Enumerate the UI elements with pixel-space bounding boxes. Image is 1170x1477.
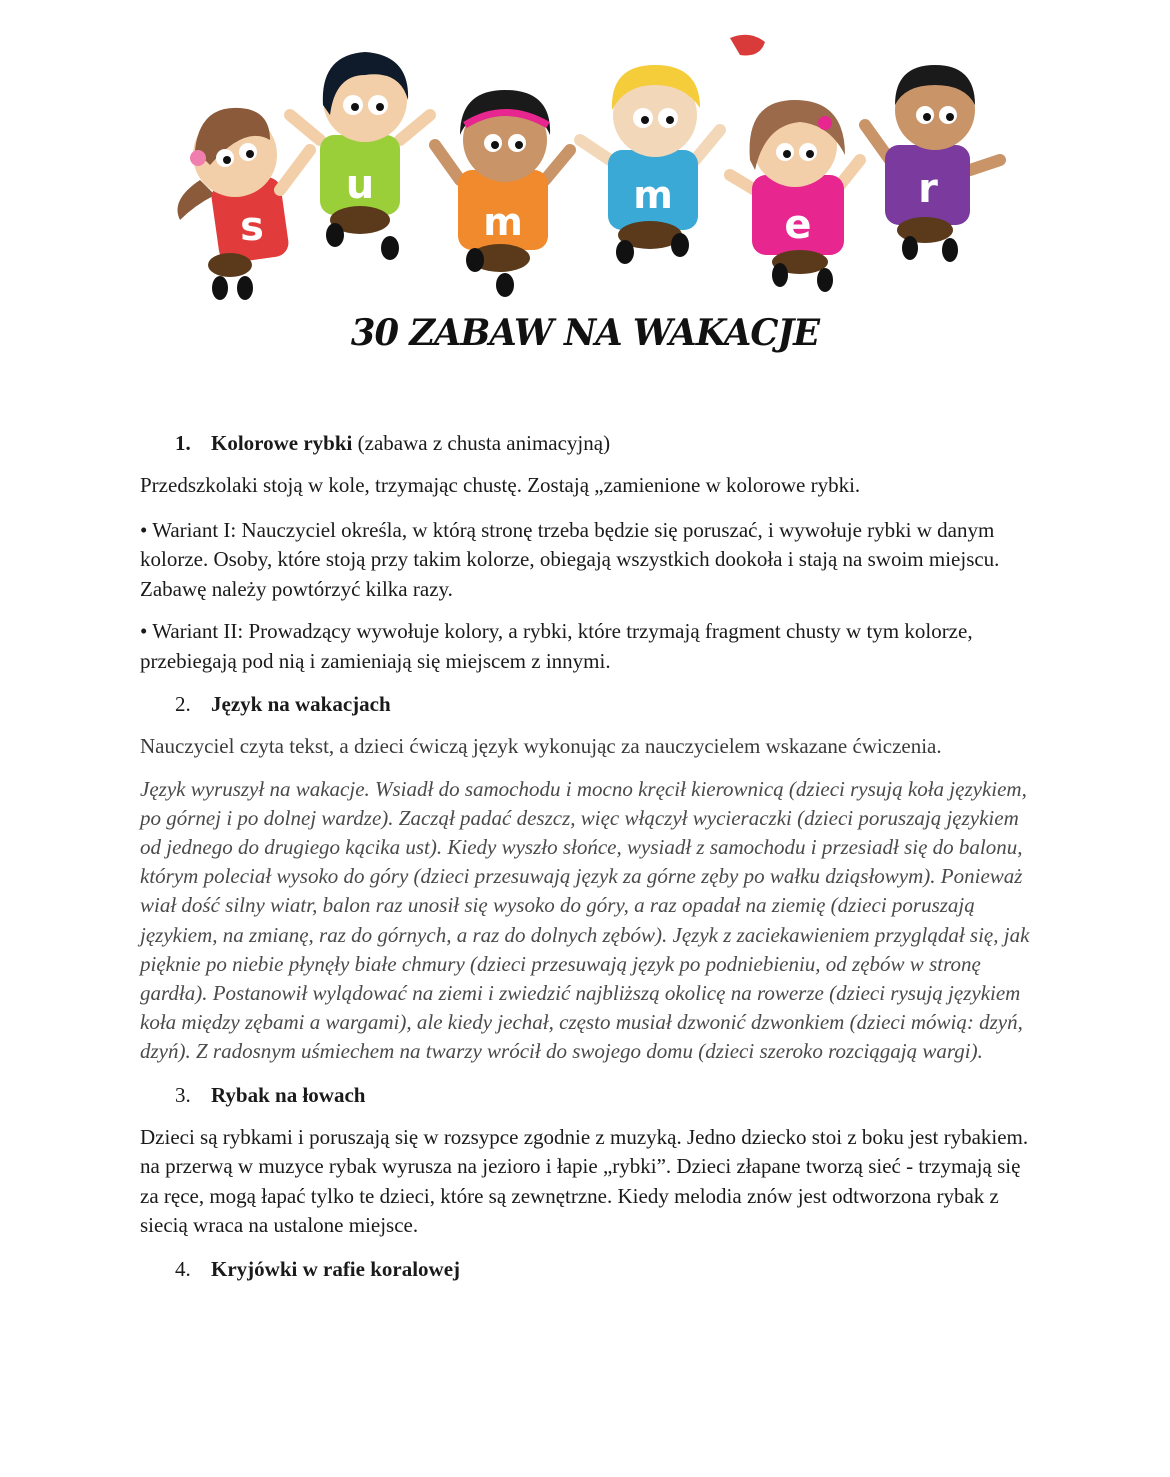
section-heading-1 <box>140 428 1040 458</box>
section-title: Kryjówki w rafie koralowej <box>211 1256 461 1281</box>
paragraph-variant-2: • Wariant II: Prowadzący wywołuje kolory, a rybki, które trzymają fragment chusty w tym kolorze, przebiegają pod nią i zamieniają się miejscem z innymi. <box>140 619 973 673</box>
section-subtitle: (zabawa z chusta animacyjną) <box>352 431 611 455</box>
section-title: Kolorowe rybki <box>211 431 353 455</box>
story-paragraph: Język wyruszył na wakacje. Wsiadł do samochodu i mocno kręcił kierownicą (dzieci rysują koła językiem, po górnej i po dolnej wardze). Zaczął padać deszcz, więc włączył wycieraczki (dzieci poruszają językiem od jednego do drugiego kącika ust). Kiedy wyszło słońce, wysiadł z samochodu i przesiadł się do balonu, którym poleciał wysoko do góry (dzieci przesuwają język za górne zęby po wałku dziąsłowym). Ponieważ wiał dość silny wiatr, balon raz unosił się wysoko do góry, a raz opadał na ziemię (dzieci poruszają językiem, na zmianę, raz do górnych, a raz do dolnych zębów). Język z zaciekawieniem przyglądał się, jak pięknie po niebie płynęły białe chmury (dzieci przesuwają język po podniebieniu, od zębów w stronę gardła). Postanowił wylądować na ziemi i zwiedzić najbliższą okolicę na rowerze (dzieci rysują językiem koła między zębami a wargami), ale kiedy jechał, często musiał dzwonić dzwonkiem (dzieci mówią: dzyń, dzyń). Z radosnym uśmiechem na twarzy wrócił do swojego domu (dzieci szeroko rozciągają wargi). <box>140 776 1030 1064</box>
section-title: Język na wakacjach <box>211 692 391 716</box>
shirt-letter: m <box>633 173 673 217</box>
section-number: 4. <box>175 1256 191 1281</box>
shirt-letter: r <box>918 166 938 212</box>
section-heading-3 <box>140 1080 1040 1110</box>
section-number: 3. <box>175 1082 191 1107</box>
paragraph: Przedszkolaki stoją w kole, trzymając chustę. Zostają „zamienione w kolorowe rybki. <box>140 473 861 497</box>
document-body <box>140 428 1040 1284</box>
shirt-letter: s <box>240 204 264 250</box>
section-number: 1. <box>175 431 191 455</box>
kid-e <box>730 100 860 292</box>
section-heading-4 <box>140 1254 1040 1284</box>
page-title: 30 ZABAW NA WAKACJE <box>350 312 820 354</box>
kid-m-2 <box>580 35 765 264</box>
section-number: 2. <box>175 692 191 716</box>
paragraph: Dzieci są rybkami i poruszają się w rozsypce zgodnie z muzyką. Jedno dziecko stoi z boku jest rybakiem. na przerwą w muzyce rybak wyrusza na jezioro i łapie „rybki”. Dzieci złapane tworzą sieć - trzymają się za ręce, mogą łapać tylko te dzieci, które są zewnętrzne. Kiedy melodia znów jest odtworzona rybak z siecią wraca na ustalone miejsce. <box>140 1124 1029 1238</box>
shirt-letter: u <box>345 162 375 208</box>
kid-r <box>865 65 1000 262</box>
kid-s <box>178 108 311 300</box>
summer-kids-illustration <box>160 30 1020 300</box>
section-title: Rybak na łowach <box>211 1082 366 1107</box>
shirt-letter: e <box>784 202 812 248</box>
paragraph: Nauczyciel czyta tekst, a dzieci ćwiczą język wykonując za nauczycielem wskazane ćwiczenia. <box>140 734 942 758</box>
section-heading-2 <box>140 689 1040 719</box>
paragraph-variant-1: • Wariant I: Nauczyciel określa, w którą stronę trzeba będzie się poruszać, i wywołuje rybki w danym kolorze. Osoby, które stoją przy takim kolorze, obiegają wszystkich dookoła i stają na swoim miejscu. Zabawę należy powtórzyć kilka razy. <box>140 517 1000 601</box>
kid-m-1 <box>435 90 570 297</box>
shirt-letter: m <box>483 200 523 244</box>
